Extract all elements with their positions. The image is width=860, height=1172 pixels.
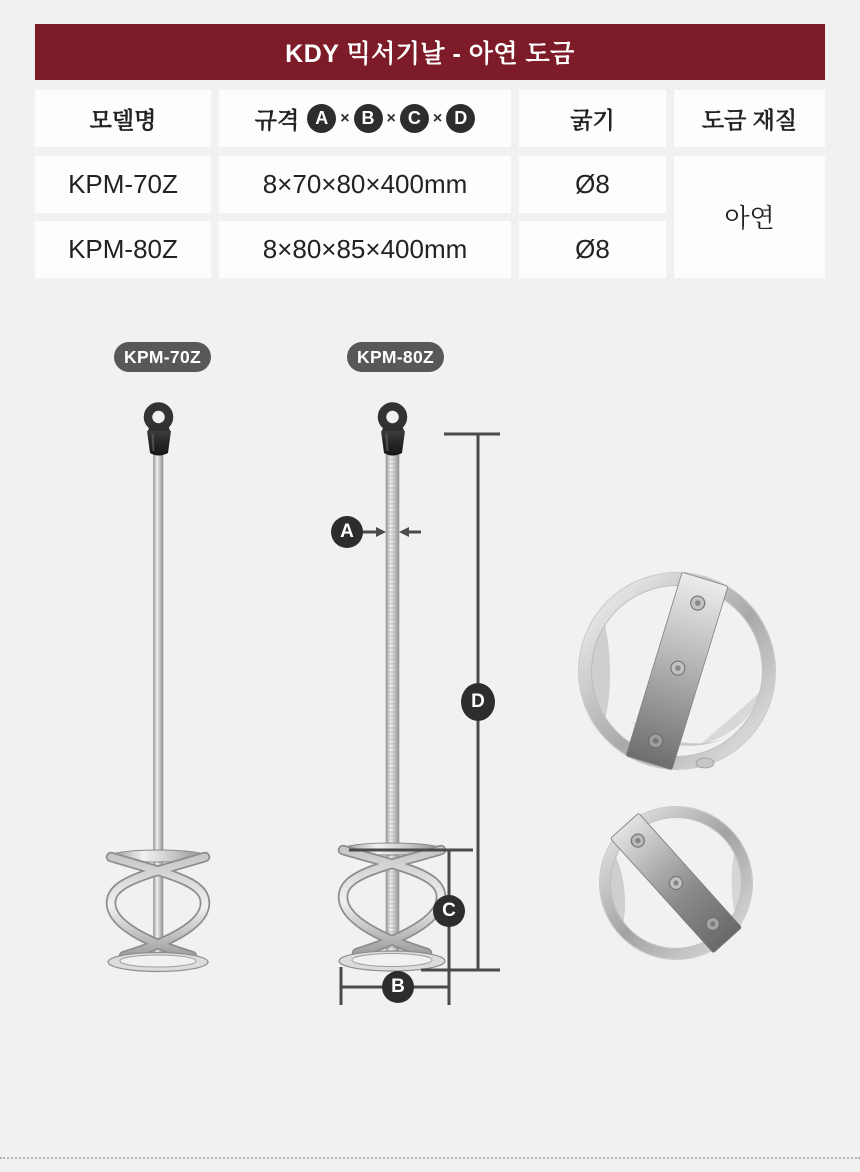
mixer-paddle-illustration	[0, 330, 860, 1030]
bottom-divider	[0, 1157, 860, 1159]
spec-separator: ×	[340, 109, 350, 127]
dimension-badge-d: D	[461, 683, 495, 721]
spec-separator: ×	[432, 109, 443, 127]
table-cell-model-2: KPM-80Z	[35, 221, 211, 278]
dim-chip-a: A	[307, 104, 336, 133]
title-banner	[35, 24, 825, 80]
column-header-plating: 도금 재질	[674, 90, 825, 147]
eyelet-collar	[147, 431, 171, 456]
table-cell-plating-merged: 아연	[674, 156, 825, 279]
dim-chip-c: C	[400, 104, 429, 133]
eyelet-ring	[148, 407, 169, 428]
column-header-spec	[219, 90, 511, 147]
spec-separator: ×	[386, 109, 396, 127]
kpm-80z-paddle-drawing	[339, 407, 445, 972]
blade-head-detail-photo-1	[579, 572, 776, 770]
blade-head-detail-photo-2	[600, 807, 753, 960]
spec-label: 규격	[254, 107, 300, 133]
table-cell-spec-2: 8×80×85×400mm	[219, 221, 511, 278]
table-cell-spec-1: 8×70×80×400mm	[219, 156, 511, 213]
kpm-70z-paddle-drawing	[108, 407, 208, 972]
spec-table	[35, 90, 825, 278]
model-badge-kpm-80z: KPM-80Z	[347, 342, 444, 372]
dim-chip-b: B	[354, 104, 383, 133]
column-header-model: 모델명	[35, 90, 211, 147]
page-title: KDY 믹서기날 - 아연 도금	[285, 40, 575, 68]
eyelet-collar	[381, 431, 405, 456]
column-header-thickness: 굵기	[519, 90, 666, 147]
dim-chip-d: D	[446, 104, 475, 133]
table-cell-model-1: KPM-70Z	[35, 156, 211, 213]
eyelet-ring	[382, 407, 403, 428]
table-cell-thickness-1: Ø8	[519, 156, 666, 213]
dimension-badge-c: C	[433, 895, 465, 927]
product-figure-area	[0, 330, 860, 1030]
model-badge-kpm-70z: KPM-70Z	[114, 342, 211, 372]
table-cell-thickness-2: Ø8	[519, 221, 666, 278]
dimension-badge-a: A	[331, 516, 363, 548]
dimension-badge-b: B	[382, 971, 414, 1003]
